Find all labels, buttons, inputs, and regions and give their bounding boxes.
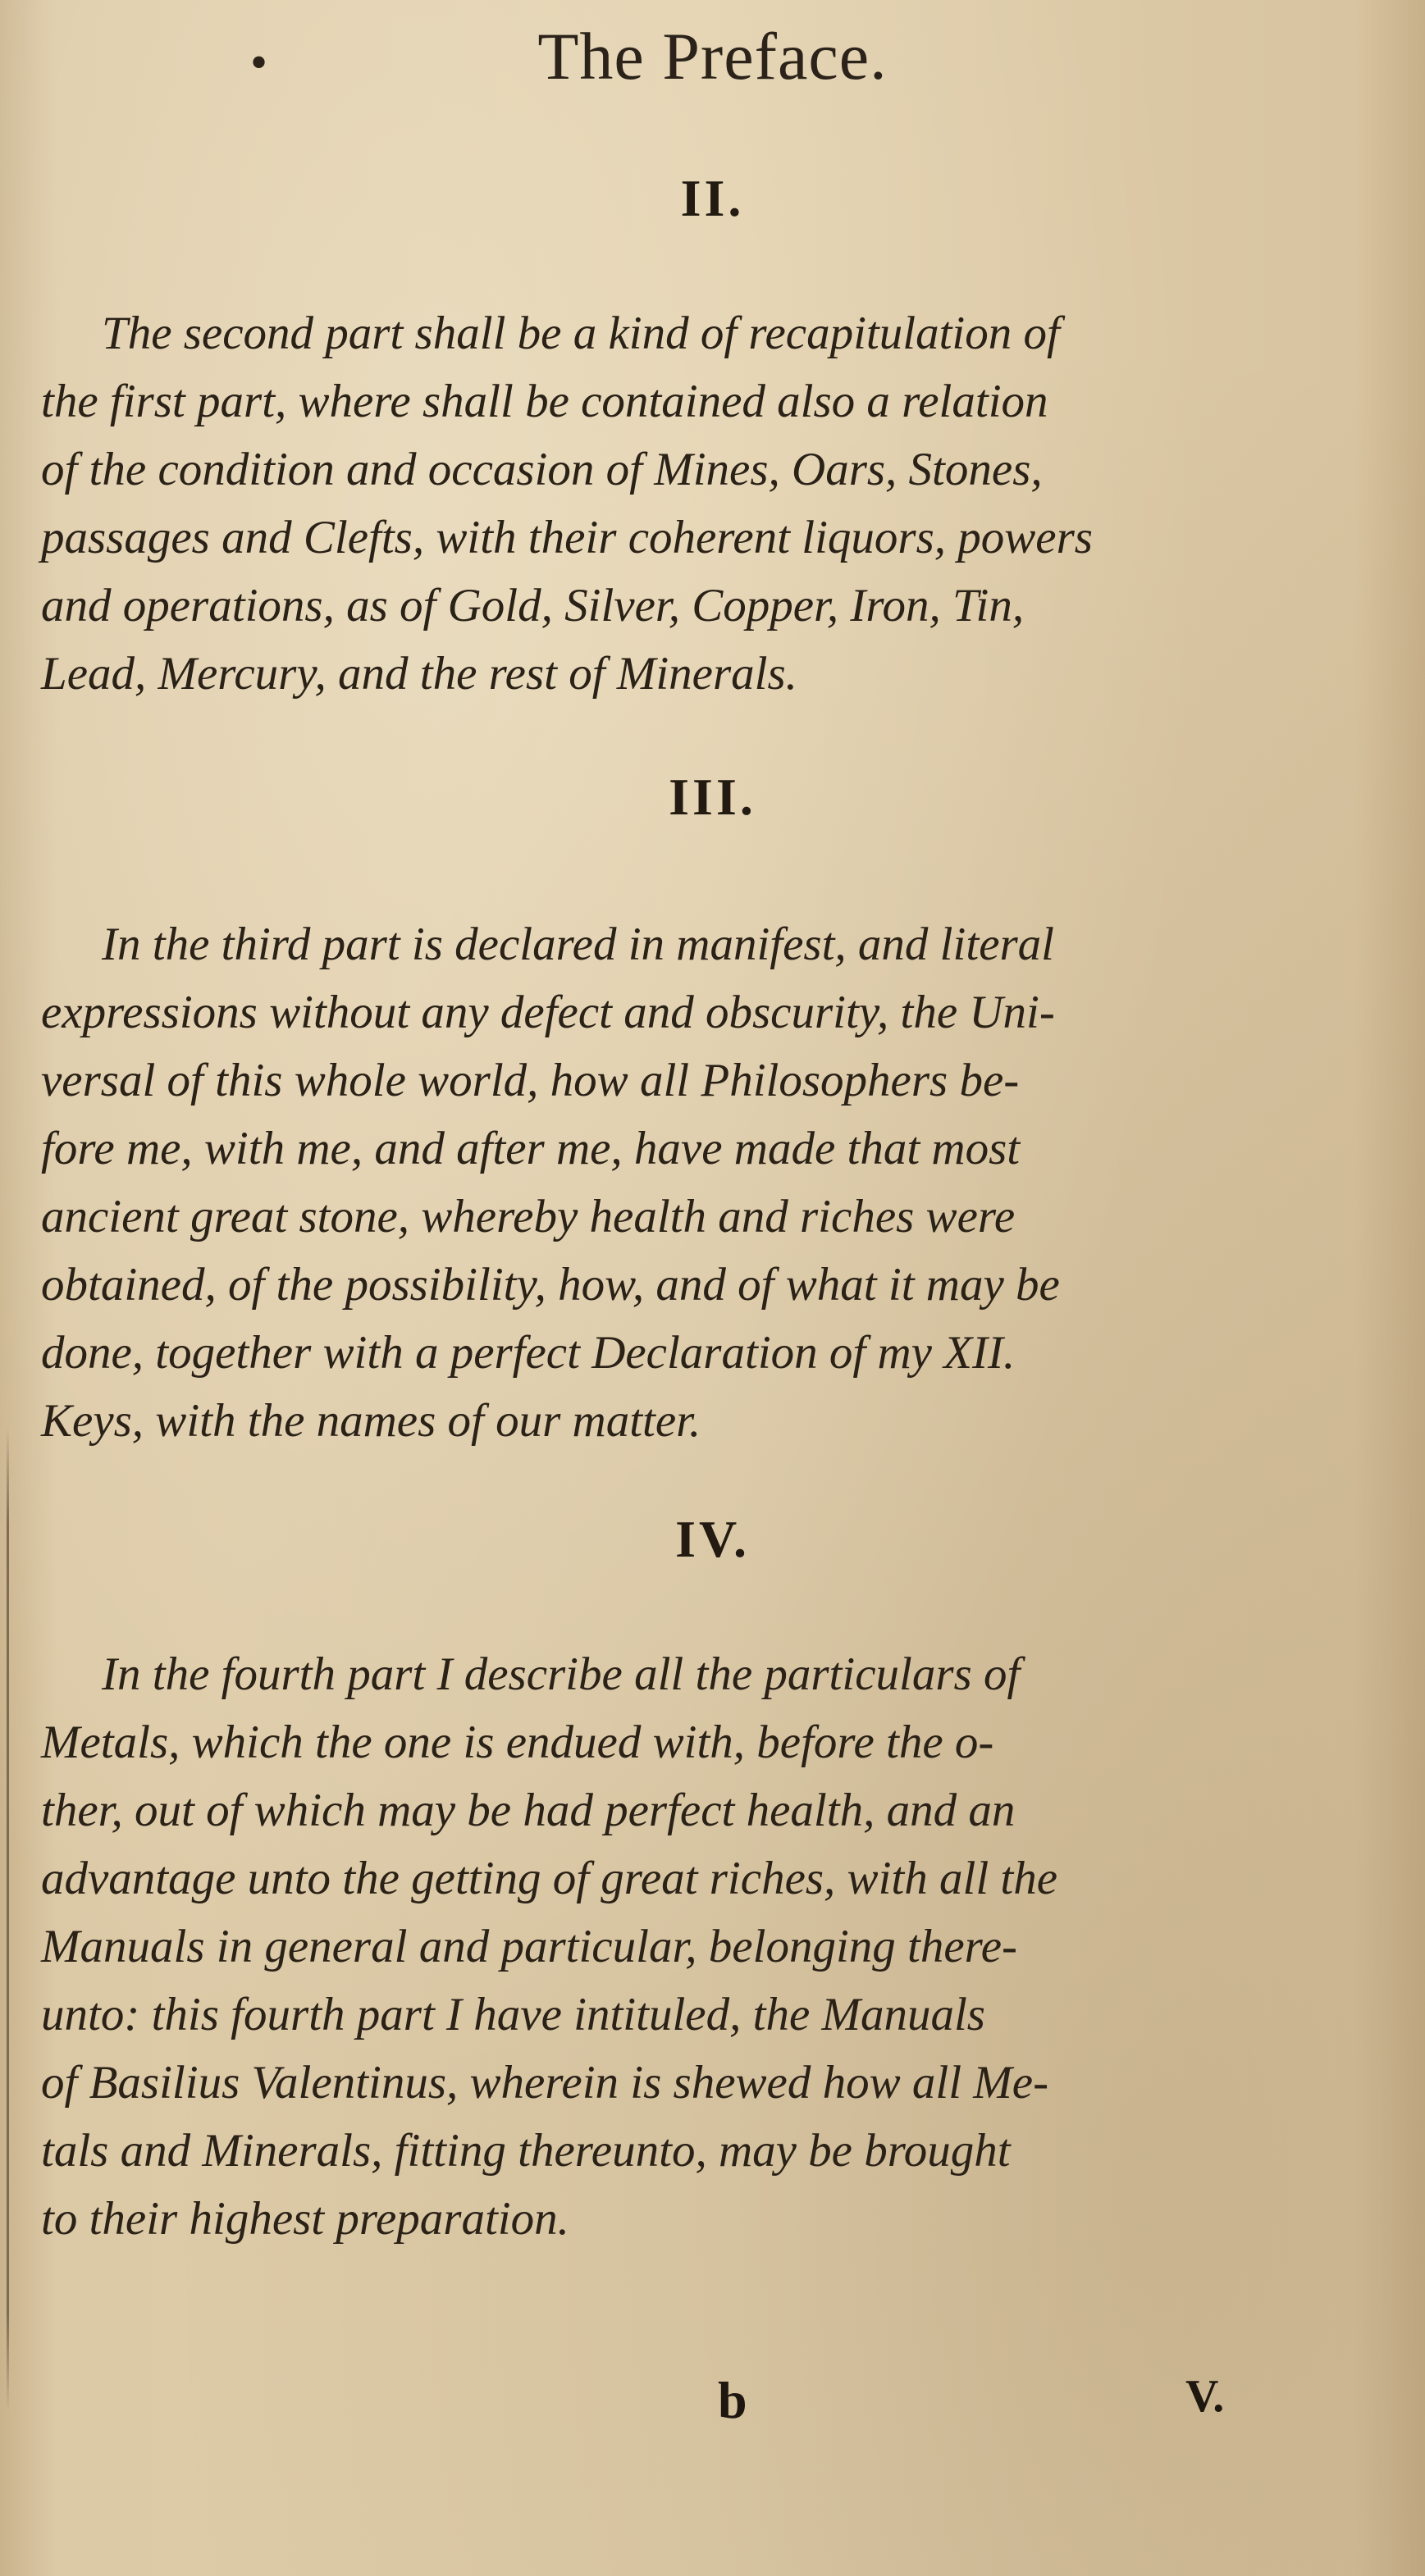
text-line: fore me, with me, and after me, have made that most (41, 1123, 1021, 1174)
catchword: V. (1185, 2371, 1225, 2422)
section-iv-paragraph (30, 1640, 1260, 2253)
text-line: passages and Clefts, with their coherent liquors, powers (41, 512, 1093, 563)
text-line: ther, out of which may be had perfect health, and an (41, 1785, 1016, 1836)
section-number-iii: III. (669, 768, 756, 826)
text-line: ancient great stone, whereby health and riches were (41, 1191, 1016, 1242)
text-line: Keys, with the names of our matter. (41, 1395, 701, 1447)
text-line: Metals, which the one is endued with, before the o- (41, 1717, 994, 1768)
text-line: obtained, of the possibility, how, and of what it may be (41, 1259, 1060, 1311)
text-line: and operations, as of Gold, Silver, Copper, Iron, Tin, (41, 580, 1025, 631)
page-gutter-shadow (7, 1427, 9, 2411)
text-line: In the fourth part I describe all the particulars of (102, 1648, 1021, 1700)
text-line: the first part, where shall be contained also a relation (41, 376, 1048, 427)
text-line: expressions without any defect and obscurity, the Uni- (41, 987, 1055, 1038)
section-number-iv: IV. (675, 1510, 750, 1568)
text-line: done, together with a perfect Declaration of my XII. (41, 1327, 1016, 1379)
text-line: of the condition and occasion of Mines, Oars, Stones, (41, 444, 1043, 495)
text-line: In the third part is declared in manifest, and literal (102, 919, 1055, 970)
text-line: advantage unto the getting of great riches, with all the (41, 1853, 1058, 1904)
running-head-text: The Preface. (537, 19, 888, 93)
running-head-ornament: • (250, 35, 269, 89)
text-line: unto: this fourth part I have intituled, the Manuals (41, 1989, 985, 2040)
text-line: versal of this whole world, how all Philosophers be- (41, 1055, 1020, 1106)
text-line: Lead, Mercury, and the rest of Minerals. (41, 648, 797, 700)
running-head (0, 18, 1425, 95)
section-number-ii: II. (680, 169, 745, 227)
text-line: The second part shall be a kind of recapitulation of (102, 308, 1060, 359)
text-line: of Basilius Valentinus, wherein is shewed how all Me- (41, 2057, 1049, 2109)
section-ii-paragraph (30, 299, 1260, 708)
text-line: tals and Minerals, fitting thereunto, may be brought (41, 2125, 1011, 2177)
signature-mark: b (718, 2371, 747, 2429)
section-iii-paragraph (30, 910, 1260, 1455)
text-line: to their highest preparation. (41, 2193, 569, 2245)
text-line: Manuals in general and particular, belonging there- (41, 1921, 1018, 1972)
